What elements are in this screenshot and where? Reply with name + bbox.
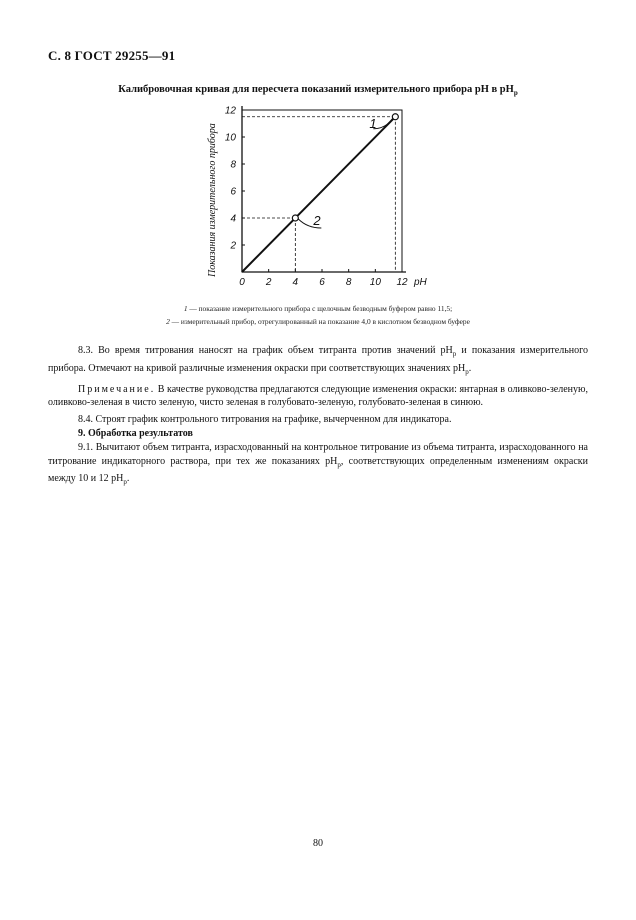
- paragraph-9-1: [48, 441, 588, 490]
- chart-svg: [200, 100, 440, 290]
- paragraph-8-3-subscript-1: р: [452, 350, 457, 358]
- x-tick-label: 6: [319, 277, 325, 288]
- paragraph-9-1-subscript-1: р: [337, 460, 341, 469]
- y-tick-label: 8: [230, 159, 236, 171]
- paragraph-9-1-part-c: .: [126, 473, 130, 485]
- note-text: В качестве руководства предлагаются следующие изменения окраски: янтарная в оливково-зеленую, оливково-зеленая в чисто зеленую, чисто зеленая в голубовато-зеленую, голубовато-зеленая в синюю.: [48, 383, 588, 409]
- x-axis-label: рН: [414, 277, 427, 288]
- y-tick-label: 6: [230, 186, 236, 198]
- x-tick-label: 0: [239, 277, 245, 288]
- legend-item-2-number: 2: [166, 317, 170, 326]
- caption-subscript: р: [513, 89, 518, 98]
- legend-item-2: [0, 315, 636, 328]
- x-tick-label: 2: [265, 277, 272, 288]
- calibration-line: [242, 117, 395, 272]
- paragraph-8-3-part-c: .: [468, 362, 472, 374]
- paragraph-8-3: [48, 344, 588, 380]
- point-2-label: 2: [313, 213, 321, 228]
- y-tick-label: 12: [224, 105, 236, 117]
- section-heading-9: 9. Обработка результатов: [78, 427, 193, 439]
- x-tick-label: 4: [292, 277, 299, 288]
- paragraph-9-1-subscript-2: р: [123, 478, 127, 487]
- paragraph-8-3-subscript-2: р: [465, 367, 469, 376]
- document-header: С. 8 ГОСТ 29255—91: [48, 48, 176, 63]
- point-1-label: 1: [369, 115, 377, 131]
- y-axis-label: Показания измерительного прибора: [207, 123, 218, 277]
- note-label: Примечание.: [78, 383, 156, 395]
- legend-item-1-number: 1: [183, 304, 188, 313]
- x-tick-label: 10: [369, 277, 381, 288]
- note-paragraph: [48, 383, 588, 411]
- figure-caption: [0, 84, 636, 97]
- paragraph-9-1-part-a: 9.1. Вычитают объем титранта, израсходованный на контрольное титрование из объема титранта, израсходованного на титрование индикаторного раствора, при тех же показаниях рН: [48, 441, 588, 467]
- paragraph-9-1-part-b: , соответствующих определенным изменениям окраски между 10 и 12 рН: [48, 455, 588, 485]
- paragraph-8-3-part-b: и показания измерительного прибора. Отмечают на кривой различные изменения окраски при соответствующих значениях рН: [48, 345, 588, 374]
- legend-item-1-text: — показание измерительного прибора с щелочным безводным буфером равно 11,5;: [187, 304, 453, 313]
- figure-legend: [0, 302, 636, 328]
- caption-main: Калибровочная кривая для пересчета показаний измерительного прибора рН в рН: [118, 84, 514, 95]
- point-2-marker: [292, 215, 298, 221]
- body-text: [48, 344, 588, 490]
- x-tick-label: 8: [345, 277, 352, 288]
- y-tick-label: 10: [224, 132, 236, 144]
- paragraph-8-4: 8.4. Строят график контрольного титрования на графике, вычерченном для индикатора.: [78, 414, 452, 426]
- legend-item-1: [0, 302, 636, 315]
- y-tick-label: 2: [230, 240, 236, 252]
- paragraph-8-3-part-a: 8.3. Во время титрования наносят на график объем титранта против значений рН: [78, 345, 453, 356]
- y-tick-label: 4: [230, 213, 236, 225]
- x-tick-label: 12: [396, 277, 408, 288]
- calibration-chart: [200, 100, 440, 290]
- point-1-marker: [392, 114, 398, 120]
- legend-item-2-text: — измерительный прибор, отрегулированный на показание 4,0 в кислотном безводном буфере: [169, 317, 470, 326]
- page-number: 80: [313, 838, 323, 849]
